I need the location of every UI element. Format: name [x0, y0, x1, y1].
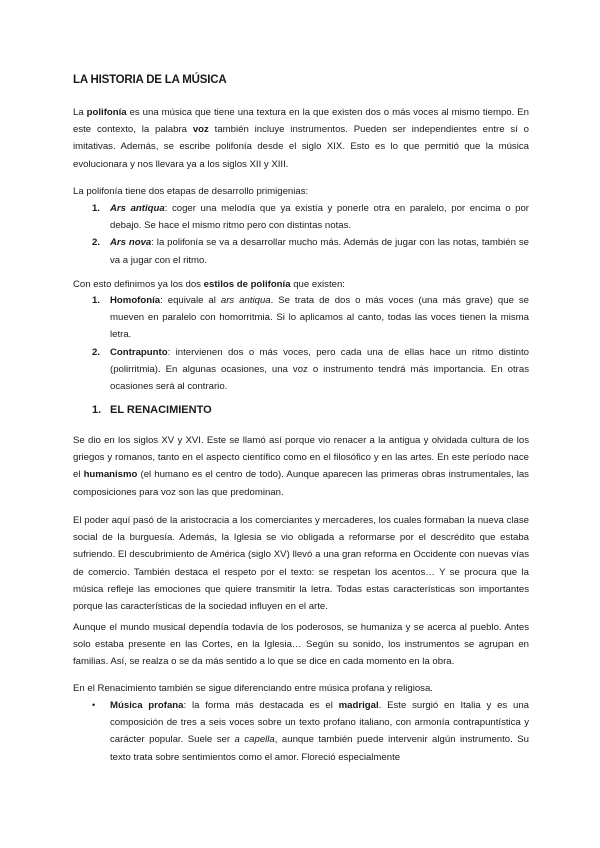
text: es una música que tiene una textura en la que existen dos o más voces al mismo tiempo. En este contexto, la palabra — [73, 107, 529, 136]
bold-term: Homofonía — [110, 295, 161, 306]
section-heading — [92, 404, 212, 416]
bold-term: humanismo — [83, 469, 138, 481]
list-item — [92, 697, 529, 766]
bold-term: Música profana — [110, 700, 184, 711]
heading-number: 1. — [92, 404, 102, 416]
list-item — [92, 344, 529, 396]
list-musica-profana — [92, 697, 529, 766]
list-number: 1. — [92, 203, 101, 214]
list-number: 2. — [92, 346, 101, 358]
bold-term: voz — [192, 124, 209, 136]
text: también incluye instrumentos. Pueden ser independientes entre sí o imitativas. Además, se escribe polifonía desde el siglo XIX. Esto es lo que permitió que la música evolucionara y nos llevara ya a los siglos XII y XIII. — [73, 124, 529, 170]
text: La — [73, 107, 87, 118]
paragraph-etapas: La polifonía tiene dos etapas de desarrollo primigenias: — [73, 186, 309, 197]
list-item — [92, 200, 529, 234]
list-item — [92, 234, 529, 268]
list-item — [92, 292, 529, 344]
list-estilos — [92, 292, 529, 395]
paragraph-poder: El poder aquí pasó de la aristocracia a los comerciantes y mercaderes, los cuales formaban la nueva clase social de la burguesía. Además, la Iglesia se vio obligada a reformarse por el descrédito que estaba sufriendo. El descubrimiento de América (siglo XV) llevó a una gran reforma en Occidente con nuevas vías de comercio. También destaca el respeto por el texto: se respetan los acentos… Y se procura que la música refleje las emociones que quiere transmitir la letra. Todas estas características son importantes porque las características de la sociedad influyen en el arte. — [73, 515, 529, 613]
bold-term: polifonía — [86, 107, 127, 118]
bold-term: Contrapunto — [110, 346, 168, 358]
paragraph-renacimiento — [73, 432, 529, 501]
list-number: 2. — [92, 237, 101, 249]
text: Con esto definimos ya los dos — [73, 279, 204, 290]
paragraph-polifonia — [73, 104, 529, 173]
text: : coger una melodía que ya existía y ponerle otra en paralelo, por encima o por debajo. Se hace el mismo ritmo pero con distintas notas. — [110, 203, 529, 232]
text: : la forma más destacada es el — [183, 700, 339, 711]
text: : intervienen dos o más voces, pero cada una de ellas hace un ritmo distinto (polirritmia). En algunas ocasiones, una voz o instrumento tendrá más importancia. En otras ocasiones será al contrario. — [110, 346, 529, 393]
list-number: 1. — [92, 295, 101, 306]
paragraph-mundo-musical: Aunque el mundo musical dependía todavía de los poderosos, se humaniza y se acerca al pueblo. Antes solo estaba presente en las Cortes, en la Iglesia… Según su sonido, los instrumentos se agrupan en familias. Así, se realza o se da más sentido a lo que se dice en cada momento en la obra. — [73, 622, 529, 668]
paragraph-profana-religiosa: En el Renacimiento también se sigue diferenciando entre música profana y religiosa. — [73, 683, 433, 694]
heading-label: EL RENACIMIENTO — [110, 404, 212, 416]
list-etapas — [92, 200, 529, 269]
bullet-icon: • — [92, 700, 96, 710]
italic-term: Ars nova — [110, 237, 152, 249]
text: : equivale al — [160, 295, 221, 306]
text: que existen: — [290, 279, 345, 290]
italic-term: ars antiqua — [220, 295, 271, 306]
italic-term: a capella — [234, 734, 275, 746]
bold-term: estilos de polifonía — [203, 279, 291, 290]
text: Se dio en los siglos XV y XVI. Este se llamó así porque vio renacer a la antigua y olvidada cultura de los griegos y romanos, tanto en el aspecto científico como en el filosófico y en las artes. En este período nace el — [73, 435, 529, 481]
italic-term: Ars antiqua — [110, 203, 165, 214]
paragraph-estilos — [73, 276, 529, 293]
bold-term: madrigal — [338, 700, 379, 711]
text: : la polifonía se va a desarrollar mucho más. Además de jugar con las notas, también se va a jugar con el ritmo. — [110, 237, 529, 266]
page-title: LA HISTORIA DE LA MÚSICA — [73, 74, 227, 86]
text: (el humano es el centro de todo). Aunque aparecen las primeras obras instrumentales, las composiciones para voz son las que predominan. — [73, 469, 529, 498]
text: . Este surgió en Italia y es una composición de tres a seis voces sobre un texto profano italiano, con armonía contrapuntística y carácter popular. Suele ser — [110, 700, 530, 746]
text: . Se trata de dos o más voces (una más grave) que se mueven en paralelo con homorritmia. Si lo aplicamos al canto, todas las voces tienen la misma letra. — [110, 295, 530, 341]
text: , aunque también puede intervenir algún instrumento. Su texto trata sobre sentimientos como el amor. Floreció especialmente — [110, 734, 529, 763]
